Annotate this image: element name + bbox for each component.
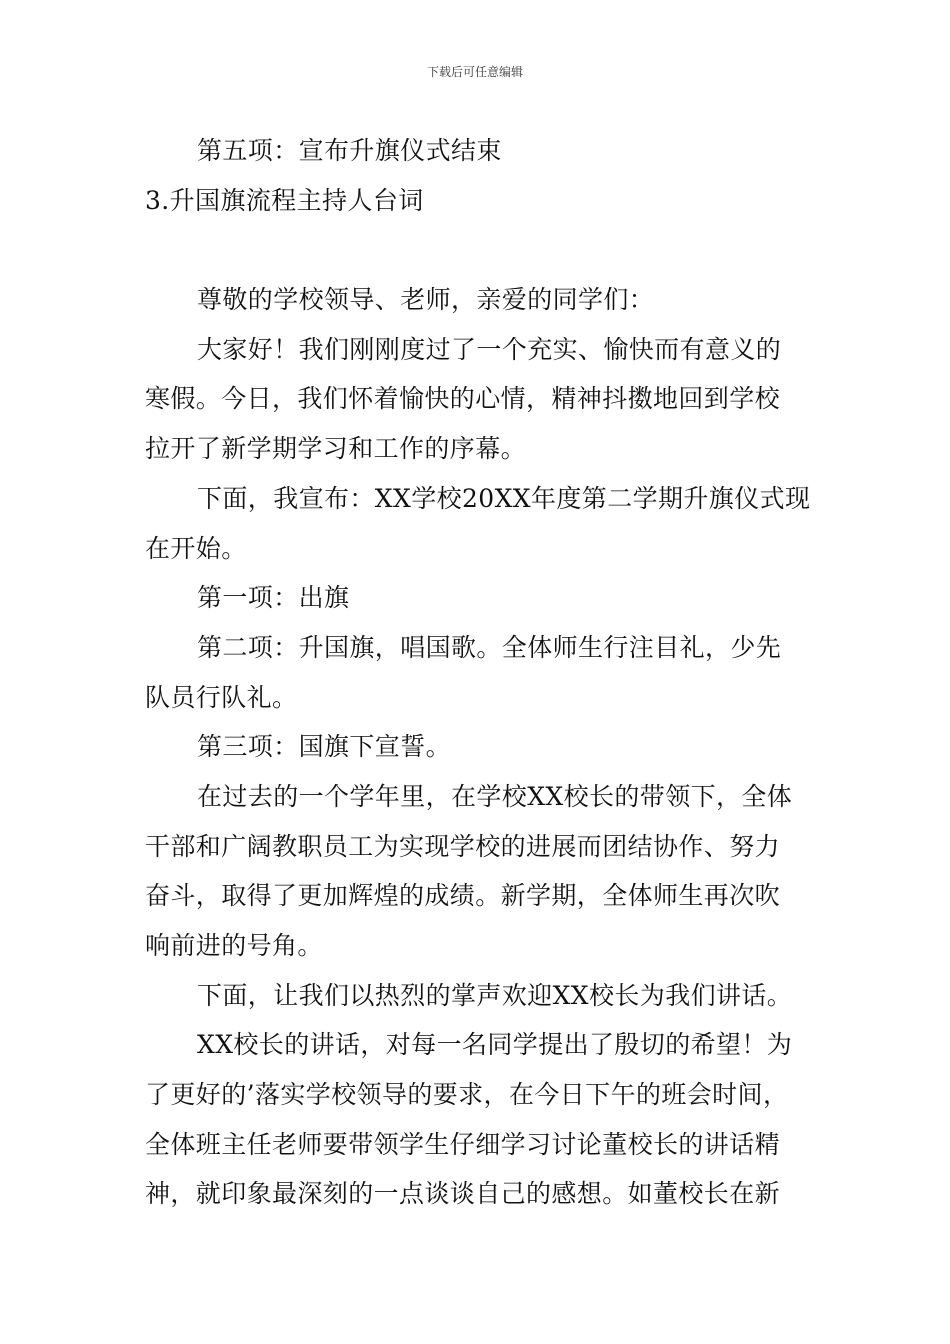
page-header: 下载后可任意编辑 xyxy=(426,65,523,79)
text-line: 奋斗，取得了更加辉煌的成绩。新学期，全体师生再次吹 xyxy=(145,881,781,911)
blank-line xyxy=(145,225,810,275)
section-heading: 3.升国旗流程主持人台词 xyxy=(145,185,424,215)
text-line: 响前进的号角。 xyxy=(145,931,323,960)
text-line: 队员行队礼。 xyxy=(145,682,298,712)
text-line: 神，就印象最深刻的一点谈谈自己的感想。如董校长在新 xyxy=(145,1179,781,1209)
text-line: 干部和广阔教职员工为实现学校的进展而团结协作、努力 xyxy=(145,831,781,861)
text-line: 大家好！我们刚刚度过了一个充实、愉快而有意义的 xyxy=(197,334,782,364)
text-line: 在过去的一个学年里，在学校XX校长的带领下，全体 xyxy=(197,781,793,811)
text-line: 寒假。今日，我们怀着愉快的心情，精神抖擞地回到学校 xyxy=(145,384,781,414)
text-line: 第一项：出旗 xyxy=(197,583,350,613)
text-line: XX校长的讲话，对每一名同学提出了殷切的希望！为 xyxy=(197,1030,793,1060)
document-body xyxy=(145,126,810,1219)
text-line: 下面，让我们以热烈的掌声欢迎XX校长为我们讲话。 xyxy=(197,980,793,1010)
text-line: 了更好的’落实学校领导的要求，在今日下午的班会时间， xyxy=(145,1080,789,1110)
text-line: 第五项：宣布升旗仪式结束 xyxy=(197,136,502,165)
text-line: 全体班主任老师要带领学生仔细学习讨论董校长的讲话精 xyxy=(145,1129,781,1159)
text-line: 尊敬的学校领导、老师，亲爱的同学们： xyxy=(197,285,655,315)
text-line: 拉开了新学期学习和工作的序幕。 xyxy=(145,434,527,464)
text-line: 第三项：国旗下宣誓。 xyxy=(197,732,452,762)
text-line: 在开始。 xyxy=(145,533,247,563)
text-line: 第二项：升国旗，唱国歌。全体师生行注目礼，少先 xyxy=(197,632,782,662)
text-line: 下面，我宣布：XX学校20XX年度第二学期升旗仪式现 xyxy=(197,483,811,513)
